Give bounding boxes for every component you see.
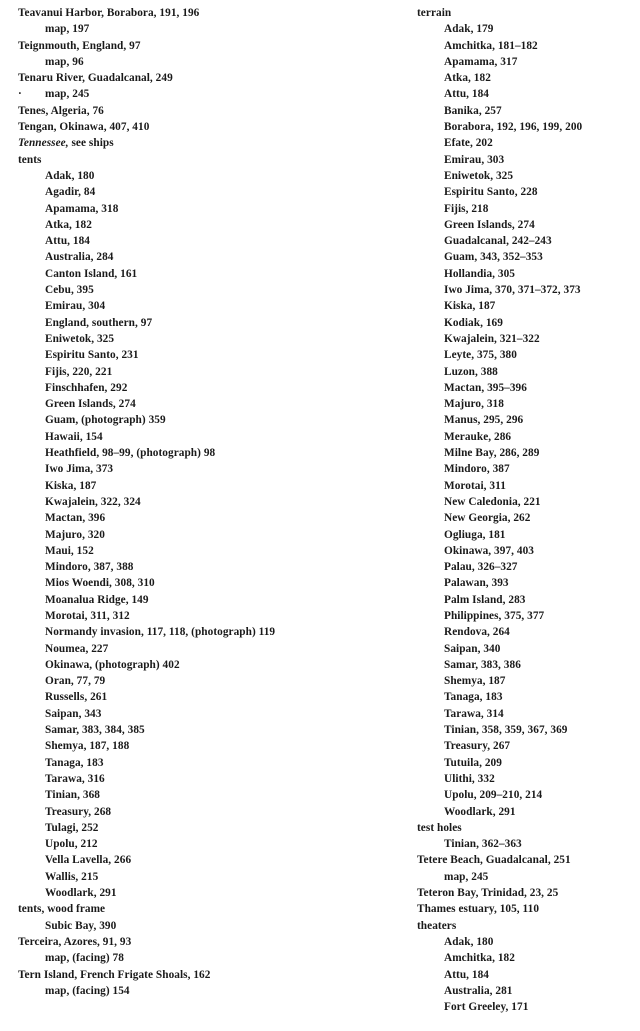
index-subentry bbox=[417, 967, 637, 983]
index-entry-text: Oran, 77, 79 bbox=[45, 675, 106, 688]
index-entry-text: Hollandia, 305 bbox=[444, 267, 516, 280]
index-entry-text: Adak, 180 bbox=[45, 169, 95, 182]
index-entry-text: Tanaga, 183 bbox=[444, 691, 503, 704]
index-entry-text: Canton Island, 161 bbox=[45, 267, 138, 280]
index-subentry bbox=[417, 543, 637, 559]
index-entry bbox=[18, 152, 408, 168]
index-entry-text: Australia, 284 bbox=[45, 251, 114, 264]
index-entry-text: Morotai, 311 bbox=[444, 479, 506, 492]
index-subentry bbox=[18, 54, 408, 70]
index-entry-text: Efate, 202 bbox=[444, 137, 493, 150]
index-entry-text: Tarawa, 314 bbox=[444, 707, 504, 720]
index-subentry bbox=[417, 347, 637, 363]
index-subentry bbox=[18, 86, 408, 102]
index-entry-text: Mactan, 395–396 bbox=[444, 381, 527, 394]
index-subentry bbox=[18, 657, 408, 673]
index-entry-text: Shemya, 187, 188 bbox=[45, 740, 130, 753]
index-entry-text: Treasury, 268 bbox=[45, 805, 112, 818]
index-subentry bbox=[417, 70, 637, 86]
index-subentry bbox=[417, 738, 637, 754]
index-entry bbox=[417, 901, 637, 917]
index-subentry bbox=[417, 478, 637, 494]
index-subentry bbox=[18, 298, 408, 314]
index-subentry bbox=[18, 820, 408, 836]
index-subentry bbox=[18, 787, 408, 803]
index-entry-text: Rendova, 264 bbox=[444, 626, 510, 639]
index-entry-text: Palm Island, 283 bbox=[444, 593, 526, 606]
index-subentry bbox=[417, 54, 637, 70]
index-entry bbox=[18, 934, 408, 950]
index-subentry bbox=[417, 934, 637, 950]
index-entry-text: Upolu, 212 bbox=[45, 838, 98, 851]
index-subentry bbox=[417, 429, 637, 445]
index-subentry bbox=[18, 885, 408, 901]
index-subentry bbox=[18, 461, 408, 477]
index-entry-text: Finschhafen, 292 bbox=[45, 381, 128, 394]
index-subentry bbox=[417, 298, 637, 314]
index-subentry bbox=[417, 869, 637, 885]
index-entry-text: Manus, 295, 296 bbox=[444, 414, 524, 427]
index-entry-text: Green Islands, 274 bbox=[444, 218, 535, 231]
index-subentry bbox=[417, 282, 637, 298]
index-subentry bbox=[417, 38, 637, 54]
index-entry-text: Espiritu Santo, 231 bbox=[45, 349, 139, 362]
index-subentry bbox=[18, 315, 408, 331]
index-entry-text: Woodlark, 291 bbox=[444, 805, 516, 818]
index-entry-text: Atka, 182 bbox=[444, 72, 491, 85]
index-entry-text: Attu, 184 bbox=[444, 968, 490, 981]
index-entry-text: Samar, 383, 386 bbox=[444, 658, 521, 671]
index-subentry bbox=[18, 364, 408, 380]
index-subentry bbox=[417, 266, 637, 282]
index-subentry bbox=[18, 836, 408, 852]
stray-mark: · bbox=[18, 88, 22, 101]
index-subentry bbox=[417, 217, 637, 233]
index-entry-text: Guam, (photograph) 359 bbox=[45, 414, 166, 427]
index-subentry bbox=[417, 461, 637, 477]
index-entry-text: Tern Island, French Frigate Shoals, 162 bbox=[18, 968, 211, 981]
index-entry-text: Kiska, 187 bbox=[45, 479, 97, 492]
index-subentry bbox=[18, 706, 408, 722]
index-subentry bbox=[18, 559, 408, 575]
index-entry-text: test holes bbox=[417, 821, 462, 834]
index-subentry bbox=[18, 445, 408, 461]
index-entry-text: Mindoro, 387 bbox=[444, 463, 510, 476]
index-subentry bbox=[18, 804, 408, 820]
index-entry-text: Amchitka, 181–182 bbox=[444, 39, 538, 52]
index-entry bbox=[417, 918, 637, 934]
index-entry-text: Luzon, 388 bbox=[444, 365, 498, 378]
index-entry-text: Banika, 257 bbox=[444, 104, 502, 117]
index-page bbox=[0, 5, 640, 1025]
index-subentry bbox=[417, 445, 637, 461]
index-entry-text: Espiritu Santo, 228 bbox=[444, 186, 538, 199]
index-subentry bbox=[18, 543, 408, 559]
index-subentry bbox=[18, 608, 408, 624]
index-entry-text: Eniwetok, 325 bbox=[45, 332, 115, 345]
index-subentry bbox=[417, 983, 637, 999]
index-entry-text: Vella Lavella, 266 bbox=[45, 854, 132, 867]
index-subentry bbox=[417, 396, 637, 412]
index-entry-text: Palawan, 393 bbox=[444, 577, 509, 590]
index-subentry bbox=[18, 396, 408, 412]
index-entry-text: Apamama, 318 bbox=[45, 202, 119, 215]
index-subentry bbox=[18, 983, 408, 999]
index-subentry bbox=[18, 201, 408, 217]
index-subentry bbox=[18, 217, 408, 233]
index-subentry bbox=[18, 266, 408, 282]
index-entry-text: Mios Woendi, 308, 310 bbox=[45, 577, 155, 590]
index-subentry bbox=[18, 771, 408, 787]
index-entry-text: Atka, 182 bbox=[45, 218, 92, 231]
index-entry-text: tents bbox=[18, 153, 42, 166]
index-entry-text: Shemya, 187 bbox=[444, 675, 506, 688]
index-subentry bbox=[417, 771, 637, 787]
index-subentry bbox=[417, 412, 637, 428]
index-entry-text: Tengan, Okinawa, 407, 410 bbox=[18, 121, 150, 134]
index-subentry bbox=[18, 168, 408, 184]
index-entry-text: Mindoro, 387, 388 bbox=[45, 561, 134, 574]
index-entry bbox=[18, 967, 408, 983]
index-entry-text: Saipan, 343 bbox=[45, 707, 102, 720]
index-subentry bbox=[18, 233, 408, 249]
index-entry-text: Guadalcanal, 242–243 bbox=[444, 235, 552, 248]
index-entry-text: Subic Bay, 390 bbox=[45, 919, 117, 932]
index-subentry bbox=[18, 738, 408, 754]
index-entry-text: Attu, 184 bbox=[444, 88, 490, 101]
index-subentry bbox=[18, 722, 408, 738]
index-entry-text: Majuro, 318 bbox=[444, 398, 504, 411]
index-subentry bbox=[18, 249, 408, 265]
index-entry-text: map, 197 bbox=[45, 23, 90, 36]
index-subentry bbox=[417, 673, 637, 689]
index-entry-text: tents, wood frame bbox=[18, 903, 106, 916]
index-subentry bbox=[417, 494, 637, 510]
index-entry-text: Tenes, Algeria, 76 bbox=[18, 104, 104, 117]
index-subentry bbox=[18, 21, 408, 37]
index-subentry bbox=[417, 787, 637, 803]
index-entry-text: Tenaru River, Guadalcanal, 249 bbox=[18, 72, 173, 85]
index-entry-text: Moanalua Ridge, 149 bbox=[45, 593, 149, 606]
index-entry-text: Normandy invasion, 117, 118, (photograph) 119 bbox=[45, 626, 276, 639]
index-subentry bbox=[417, 184, 637, 200]
index-subentry bbox=[18, 510, 408, 526]
index-subentry bbox=[417, 950, 637, 966]
index-subentry bbox=[417, 624, 637, 640]
index-entry-text: Russells, 261 bbox=[45, 691, 108, 704]
index-entry-text: Emirau, 303 bbox=[444, 153, 505, 166]
index-entry-text: Green Islands, 274 bbox=[45, 398, 136, 411]
index-subentry bbox=[417, 689, 637, 705]
index-subentry bbox=[417, 755, 637, 771]
index-subentry bbox=[18, 869, 408, 885]
index-subentry bbox=[18, 950, 408, 966]
index-subentry bbox=[417, 527, 637, 543]
index-subentry bbox=[18, 673, 408, 689]
index-entry-text: Tinian, 362–363 bbox=[444, 838, 522, 851]
index-subentry bbox=[417, 152, 637, 168]
index-subentry bbox=[417, 999, 637, 1015]
index-entry-text: Tanaga, 183 bbox=[45, 756, 104, 769]
index-entry-text: Okinawa, (photograph) 402 bbox=[45, 658, 180, 671]
index-entry-text: Eniwetok, 325 bbox=[444, 169, 514, 182]
index-entry-text: Kiska, 187 bbox=[444, 300, 496, 313]
index-column-right bbox=[417, 5, 637, 1015]
index-entry-text: Iwo Jima, 370, 371–372, 373 bbox=[444, 284, 581, 297]
index-entry-text: Agadir, 84 bbox=[45, 186, 96, 199]
index-entry-text: Amchitka, 182 bbox=[444, 952, 515, 965]
index-entry-text: terrain bbox=[417, 7, 452, 19]
index-entry-text: Borabora, 192, 196, 199, 200 bbox=[444, 121, 583, 134]
index-entry-text: Wallis, 215 bbox=[45, 870, 99, 883]
index-entry bbox=[18, 901, 408, 917]
index-entry bbox=[417, 885, 637, 901]
index-subentry bbox=[18, 592, 408, 608]
index-subentry bbox=[417, 86, 637, 102]
index-entry bbox=[18, 119, 408, 135]
index-subentry bbox=[18, 347, 408, 363]
index-entry-text: Fort Greeley, 171 bbox=[444, 1001, 529, 1014]
index-column-left bbox=[18, 5, 408, 999]
index-subentry bbox=[18, 412, 408, 428]
index-entry-text: Maui, 152 bbox=[45, 544, 94, 557]
index-entry-text: Iwo Jima, 373 bbox=[45, 463, 114, 476]
index-entry-text: Emirau, 304 bbox=[45, 300, 106, 313]
index-entry-text: England, southern, 97 bbox=[45, 316, 153, 329]
index-subentry bbox=[417, 559, 637, 575]
index-subentry bbox=[417, 364, 637, 380]
index-entry-text: map, 96 bbox=[45, 55, 84, 68]
index-entry-text: Guam, 343, 352–353 bbox=[444, 251, 543, 264]
index-entry-text: map, (facing) 154 bbox=[45, 984, 130, 997]
index-subentry bbox=[18, 918, 408, 934]
index-entry-text: map, 245 bbox=[45, 88, 90, 101]
index-subentry bbox=[18, 282, 408, 298]
index-entry-text: Samar, 383, 384, 385 bbox=[45, 724, 145, 737]
index-entry-text: Mactan, 396 bbox=[45, 512, 106, 525]
index-subentry bbox=[417, 331, 637, 347]
index-entry-text: Teteron Bay, Trinidad, 23, 25 bbox=[417, 887, 559, 900]
index-subentry bbox=[18, 575, 408, 591]
index-subentry bbox=[18, 478, 408, 494]
index-entry-text: Australia, 281 bbox=[444, 984, 513, 997]
index-entry-text: Treasury, 267 bbox=[444, 740, 511, 753]
index-entry-text: Morotai, 311, 312 bbox=[45, 609, 130, 622]
index-entry-text: Noumea, 227 bbox=[45, 642, 109, 655]
index-entry-text: Hawaii, 154 bbox=[45, 430, 103, 443]
index-subentry bbox=[417, 608, 637, 624]
index-entry-text: Tinian, 358, 359, 367, 369 bbox=[444, 724, 568, 737]
index-subentry bbox=[417, 249, 637, 265]
index-subentry bbox=[417, 103, 637, 119]
index-subentry bbox=[18, 494, 408, 510]
index-entry-text: Tutuila, 209 bbox=[444, 756, 502, 769]
index-subentry bbox=[417, 315, 637, 331]
index-entry bbox=[18, 103, 408, 119]
index-entry-text: Tinian, 368 bbox=[45, 789, 100, 802]
index-entry-text: Palau, 326–327 bbox=[444, 561, 518, 574]
index-entry-text: Milne Bay, 286, 289 bbox=[444, 447, 540, 460]
index-subentry bbox=[417, 592, 637, 608]
index-entry-text: Fijis, 218 bbox=[444, 202, 489, 215]
index-entry-text: Teavanui Harbor, Borabora, 191, 196 bbox=[18, 7, 200, 19]
index-entry-text: Merauke, 286 bbox=[444, 430, 512, 443]
index-entry-text: Adak, 180 bbox=[444, 935, 494, 948]
index-subentry bbox=[417, 722, 637, 738]
index-subentry bbox=[417, 575, 637, 591]
index-entry-text: Attu, 184 bbox=[45, 235, 91, 248]
index-entry-text: Okinawa, 397, 403 bbox=[444, 544, 534, 557]
index-subentry bbox=[417, 380, 637, 396]
index-subentry bbox=[417, 135, 637, 151]
index-entry bbox=[18, 5, 408, 21]
index-entry-text: map, (facing) 78 bbox=[45, 952, 124, 965]
index-entry-text: Tetere Beach, Guadalcanal, 251 bbox=[417, 854, 571, 867]
index-entry bbox=[18, 70, 408, 86]
index-subentry bbox=[417, 21, 637, 37]
index-subentry bbox=[417, 836, 637, 852]
index-entry-text: Tulagi, 252 bbox=[45, 821, 99, 834]
index-subentry bbox=[18, 689, 408, 705]
index-subentry bbox=[417, 804, 637, 820]
index-subentry bbox=[417, 706, 637, 722]
index-entry-text: Teignmouth, England, 97 bbox=[18, 39, 141, 52]
index-entry-text: Tarawa, 316 bbox=[45, 772, 105, 785]
index-subentry bbox=[417, 641, 637, 657]
index-entry-text: Saipan, 340 bbox=[444, 642, 501, 655]
index-entry-text: Leyte, 375, 380 bbox=[444, 349, 517, 362]
index-subentry bbox=[18, 641, 408, 657]
index-subentry bbox=[417, 201, 637, 217]
index-entry-text: Philippines, 375, 377 bbox=[444, 609, 545, 622]
index-subentry bbox=[18, 331, 408, 347]
index-entry-text: theaters bbox=[417, 919, 457, 932]
index-subentry bbox=[417, 168, 637, 184]
index-subentry bbox=[417, 657, 637, 673]
index-entry bbox=[18, 135, 408, 151]
index-entry-text: Woodlark, 291 bbox=[45, 887, 117, 900]
index-subentry bbox=[417, 119, 637, 135]
index-entry-text: Upolu, 209–210, 214 bbox=[444, 789, 543, 802]
index-subentry bbox=[417, 510, 637, 526]
index-entry bbox=[18, 38, 408, 54]
index-entry-text: Fijis, 220, 221 bbox=[45, 365, 113, 378]
index-entry-text: Kwajalein, 322, 324 bbox=[45, 495, 141, 508]
index-subentry bbox=[18, 527, 408, 543]
index-entry-text: Ulithi, 332 bbox=[444, 772, 495, 785]
index-entry-text: Kwajalein, 321–322 bbox=[444, 332, 540, 345]
index-entry-text: Ogliuga, 181 bbox=[444, 528, 506, 541]
index-entry-text: Heathfield, 98–99, (photograph) 98 bbox=[45, 447, 216, 460]
index-entry-italic: Tennessee, bbox=[18, 137, 69, 150]
index-entry bbox=[417, 5, 637, 21]
index-entry-text: Majuro, 320 bbox=[45, 528, 105, 541]
index-entry-rest: see ships bbox=[68, 137, 114, 150]
index-entry-text: Adak, 179 bbox=[444, 23, 494, 36]
index-entry bbox=[417, 852, 637, 868]
index-subentry bbox=[18, 755, 408, 771]
index-entry-text: New Georgia, 262 bbox=[444, 512, 531, 525]
index-entry-text: Kodiak, 169 bbox=[444, 316, 503, 329]
index-entry-text: Terceira, Azores, 91, 93 bbox=[18, 935, 132, 948]
index-subentry bbox=[18, 184, 408, 200]
index-entry-text: map, 245 bbox=[444, 870, 489, 883]
index-entry-text: Thames estuary, 105, 110 bbox=[417, 903, 540, 916]
index-entry-text: Cebu, 395 bbox=[45, 284, 94, 297]
index-subentry bbox=[18, 852, 408, 868]
index-entry-text: New Caledonia, 221 bbox=[444, 495, 541, 508]
index-subentry bbox=[18, 380, 408, 396]
index-subentry bbox=[18, 624, 408, 640]
index-entry-text: Apamama, 317 bbox=[444, 55, 518, 68]
index-subentry bbox=[18, 429, 408, 445]
index-entry bbox=[417, 820, 637, 836]
index-subentry bbox=[417, 233, 637, 249]
